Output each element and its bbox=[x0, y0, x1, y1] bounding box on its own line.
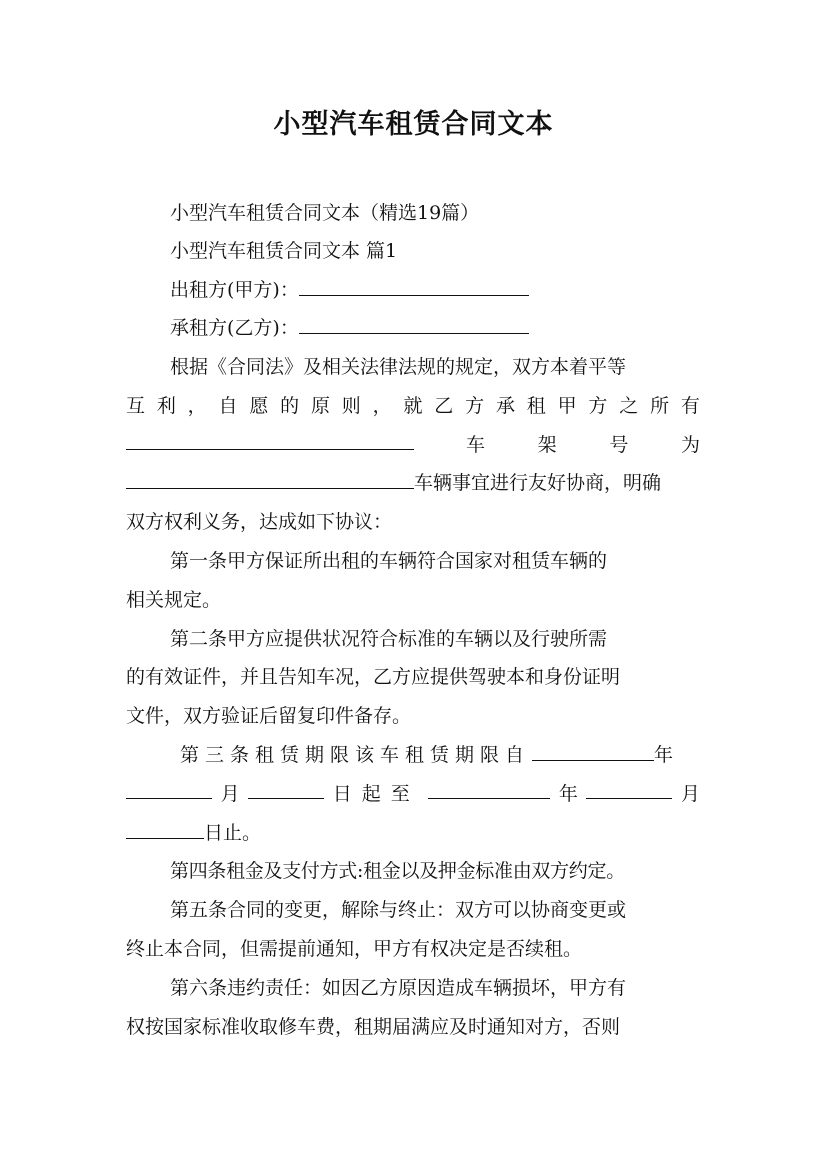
lessor-field bbox=[170, 277, 529, 303]
article-6-line-1: 第六条违约责任：如因乙方原因造成车辆损坏，甲方有 bbox=[170, 977, 627, 999]
preamble-line-2-word: 则 bbox=[341, 395, 361, 417]
article-2-line-1: 第二条甲方应提供状况符合标准的车辆以及行驶所需 bbox=[170, 628, 608, 650]
preamble-line-2-word: 原 bbox=[310, 395, 330, 417]
end-day-unit: 日止。 bbox=[204, 822, 262, 844]
preamble-line-2-word: 乙 bbox=[434, 395, 454, 417]
start-year-blank[interactable] bbox=[532, 743, 654, 761]
article-5-line-2: 终止本合同，但需提前通知，甲方有权决定是否续租。 bbox=[126, 938, 583, 960]
article-1-line-2: 相关规定。 bbox=[126, 589, 222, 611]
preamble-line-2-word: 之 bbox=[619, 395, 639, 417]
preamble-line-2-word: 所 bbox=[650, 395, 670, 417]
preamble-line-3 bbox=[126, 432, 700, 458]
article-1-line-1: 第一条甲方保证所出租的车辆符合国家对租赁车辆的 bbox=[170, 550, 608, 572]
preamble-line-2-word: ， bbox=[372, 395, 392, 417]
article-4-line-1: 第四条租金及支付方式:租金以及押金标准由双方约定。 bbox=[170, 860, 625, 882]
lessee-field bbox=[170, 315, 529, 341]
section-heading: 小型汽车租赁合同文本 篇1 bbox=[170, 240, 398, 262]
start-year-unit: 年 bbox=[654, 744, 680, 766]
vehicle-owner-blank[interactable] bbox=[126, 432, 414, 450]
start-month-blank[interactable] bbox=[126, 781, 212, 799]
preamble-line-4 bbox=[126, 470, 661, 496]
preamble-line-2-word: 利 bbox=[156, 395, 176, 417]
subtitle: 小型汽车租赁合同文本（精选19篇） bbox=[170, 202, 480, 224]
preamble-line-2-word: ， bbox=[187, 395, 207, 417]
article-2-line-3: 文件，双方验证后留复印件备存。 bbox=[126, 705, 412, 727]
end-day-blank[interactable] bbox=[126, 821, 204, 839]
article-6-line-2: 权按国家标准收取修车费，租期届满应及时通知对方，否则 bbox=[126, 1016, 621, 1038]
start-day-unit: 日起至 bbox=[332, 783, 420, 805]
lessee-label: 承租方(乙方)： bbox=[170, 317, 299, 339]
article-5-line-1: 第五条合同的变更，解除与终止：双方可以协商变更或 bbox=[170, 899, 627, 921]
lessor-blank[interactable] bbox=[299, 278, 529, 296]
frame-number-label-word: 为 bbox=[680, 434, 700, 456]
preamble-line-2-word: 愿 bbox=[249, 395, 269, 417]
end-year-unit: 年 bbox=[558, 783, 578, 805]
lessee-blank[interactable] bbox=[299, 316, 529, 334]
preamble-line-2-word: 有 bbox=[680, 395, 700, 417]
preamble-line-2-word: 方 bbox=[465, 395, 485, 417]
preamble-line-2-word: 租 bbox=[526, 395, 546, 417]
preamble-line-4-text: 车辆事宜进行友好协商，明确 bbox=[414, 472, 662, 494]
preamble-line-2-word: 互 bbox=[126, 395, 146, 417]
article-3-line-1 bbox=[180, 742, 679, 768]
frame-number-blank[interactable] bbox=[126, 471, 414, 489]
start-month-unit: 月 bbox=[220, 783, 240, 805]
preamble-line-2-word: 方 bbox=[588, 395, 608, 417]
lessor-label: 出租方(甲方)： bbox=[170, 279, 299, 301]
article-3-text: 第三条租赁期限该车租赁期限自 bbox=[180, 744, 531, 766]
document-title: 小型汽车租赁合同文本 bbox=[273, 109, 554, 140]
article-3-line-2 bbox=[126, 781, 700, 807]
end-year-blank[interactable] bbox=[428, 781, 550, 799]
preamble-line-2-word: 就 bbox=[403, 395, 423, 417]
end-month-unit: 月 bbox=[680, 783, 700, 805]
preamble-line-2 bbox=[126, 393, 700, 419]
preamble-line-2-word: 甲 bbox=[557, 395, 577, 417]
article-2-line-2: 的有效证件，并且告知车况，乙方应提供驾驶本和身份证明 bbox=[126, 666, 621, 688]
start-day-blank[interactable] bbox=[248, 781, 324, 799]
preamble-line-1: 根据《合同法》及相关法律法规的规定，双方本着平等 bbox=[170, 356, 627, 378]
frame-number-label-word: 架 bbox=[537, 434, 557, 456]
preamble-line-2-word: 承 bbox=[495, 395, 515, 417]
preamble-line-5: 双方权利义务，达成如下协议： bbox=[126, 511, 393, 533]
frame-number-label-word: 车 bbox=[466, 434, 486, 456]
frame-number-label bbox=[466, 432, 700, 458]
end-month-blank[interactable] bbox=[586, 781, 672, 799]
preamble-line-2-word: 自 bbox=[218, 395, 238, 417]
frame-number-label-word: 号 bbox=[609, 434, 629, 456]
preamble-line-2-word: 的 bbox=[280, 395, 300, 417]
article-3-line-3 bbox=[126, 820, 261, 846]
